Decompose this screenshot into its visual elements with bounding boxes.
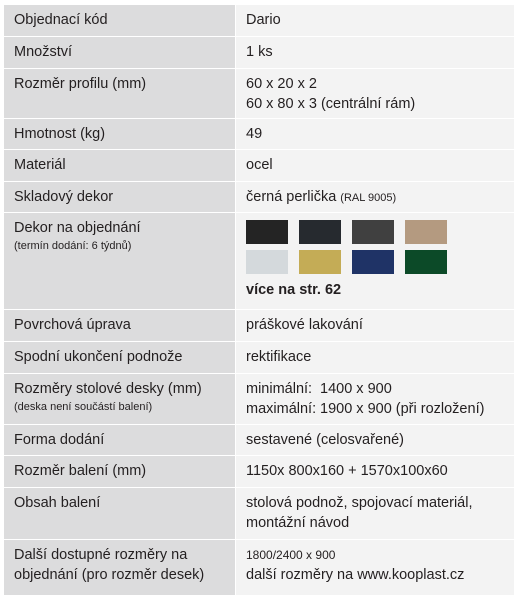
dark-grey-swatch bbox=[352, 220, 394, 244]
label-note: (deska není součástí balení) bbox=[14, 401, 153, 413]
row-value: rektifikace bbox=[236, 342, 514, 373]
table-row bbox=[4, 182, 514, 213]
table-row bbox=[4, 150, 514, 182]
row-label: Obsah balení bbox=[4, 488, 236, 539]
row-label: Forma dodání bbox=[4, 425, 236, 455]
row-value: sestavené (celosvařené) bbox=[236, 425, 514, 455]
value-line: stolová podnož, spojovací materiál, bbox=[246, 495, 473, 511]
color-swatches bbox=[246, 220, 508, 274]
row-label: Materiál bbox=[4, 150, 236, 181]
value-line: montážní návod bbox=[246, 515, 350, 531]
black-swatch bbox=[246, 220, 288, 244]
row-label bbox=[4, 213, 236, 309]
table-row bbox=[4, 69, 514, 119]
value-line: 60 x 80 x 3 (centrální rám) bbox=[246, 96, 416, 112]
dim-key: minimální: bbox=[246, 381, 313, 397]
beige-swatch bbox=[405, 220, 447, 244]
table-row bbox=[4, 213, 514, 310]
value-line: 60 x 20 x 2 bbox=[246, 76, 317, 92]
row-label bbox=[4, 540, 236, 595]
row-label: Rozměr profilu (mm) bbox=[4, 69, 236, 118]
table-row bbox=[4, 456, 514, 488]
label-text: Dekor na objednání bbox=[14, 220, 141, 236]
row-value bbox=[236, 374, 514, 424]
label-note: (termín dodání: 6 týdnů) bbox=[14, 240, 132, 252]
row-label bbox=[4, 374, 236, 424]
more-link-text: více na str. 62 bbox=[246, 282, 342, 298]
value-line: 1800/2400 x 900 bbox=[246, 548, 336, 562]
spec-table bbox=[4, 4, 514, 596]
row-value: 49 bbox=[236, 119, 514, 149]
row-value: Dario bbox=[236, 5, 514, 36]
table-row bbox=[4, 5, 514, 37]
row-value bbox=[236, 488, 514, 539]
row-value bbox=[236, 182, 514, 212]
light-grey-swatch bbox=[246, 250, 288, 274]
row-value: 1150x 800x160 + 1570x100x60 bbox=[236, 456, 514, 487]
row-value: ocel bbox=[236, 150, 514, 181]
row-label: Skladový dekor bbox=[4, 182, 236, 212]
row-label: Objednací kód bbox=[4, 5, 236, 36]
row-label: Množství bbox=[4, 37, 236, 68]
row-label: Rozměr balení (mm) bbox=[4, 456, 236, 487]
dim-value: 1900 x 900 (při rozložení) bbox=[320, 401, 485, 417]
table-row bbox=[4, 488, 514, 540]
label-text: Rozměry stolové desky (mm) bbox=[14, 381, 202, 397]
table-row bbox=[4, 310, 514, 342]
row-label: Povrchová úprava bbox=[4, 310, 236, 341]
table-row bbox=[4, 374, 514, 425]
table-row bbox=[4, 37, 514, 69]
row-value: práškové lakování bbox=[236, 310, 514, 341]
row-value bbox=[236, 540, 514, 595]
table-row bbox=[4, 425, 514, 456]
label-text: objednání (pro rozměr desek) bbox=[14, 567, 205, 583]
row-value: 1 ks bbox=[236, 37, 514, 68]
table-row bbox=[4, 540, 514, 596]
table-row bbox=[4, 342, 514, 374]
value-text: černá perlička bbox=[246, 189, 337, 205]
green-swatch bbox=[405, 250, 447, 274]
label-text: Další dostupné rozměry na bbox=[14, 547, 188, 563]
value-line: další rozměry na www.kooplast.cz bbox=[246, 567, 465, 583]
row-label: Spodní ukončení podnože bbox=[4, 342, 236, 373]
row-value bbox=[236, 69, 514, 118]
dim-value: 1400 x 900 bbox=[320, 381, 392, 397]
anthracite-swatch bbox=[299, 220, 341, 244]
navy-swatch bbox=[352, 250, 394, 274]
dim-key: maximální: bbox=[246, 401, 317, 417]
value-note: (RAL 9005) bbox=[340, 192, 397, 204]
row-value bbox=[236, 213, 514, 309]
gold-swatch bbox=[299, 250, 341, 274]
row-label: Hmotnost (kg) bbox=[4, 119, 236, 149]
table-row bbox=[4, 119, 514, 150]
